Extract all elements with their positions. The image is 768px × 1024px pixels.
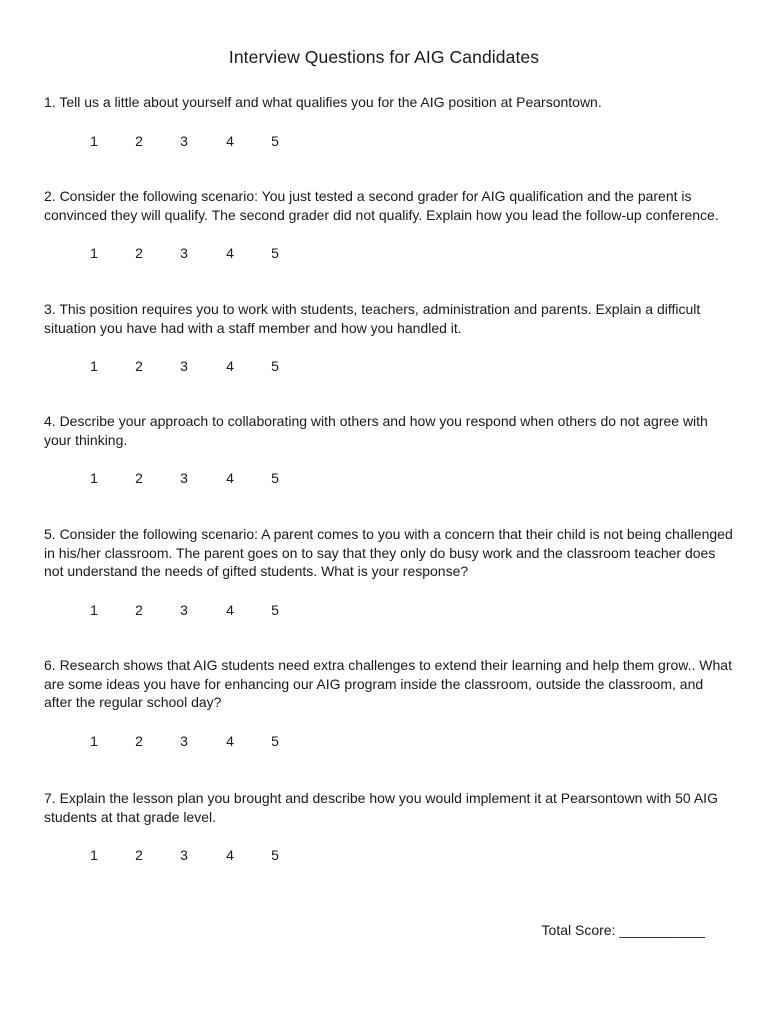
rating-scale [44, 131, 734, 151]
rating-option-2: 2 [135, 601, 143, 618]
rating-option-3: 3 [180, 847, 188, 864]
rating-option-4: 4 [226, 245, 234, 262]
rating-scale [44, 845, 734, 865]
question-6 [44, 656, 734, 751]
rating-option-2: 2 [135, 847, 143, 864]
rating-option-4: 4 [226, 358, 234, 375]
rating-option-5: 5 [271, 245, 279, 262]
rating-option-1: 1 [90, 847, 98, 864]
rating-scale [44, 243, 734, 263]
rating-scale [44, 600, 734, 620]
rating-scale [44, 468, 734, 488]
rating-option-1: 1 [90, 132, 98, 149]
question-3 [44, 300, 734, 376]
question-text: 4. Describe your approach to collaborating with others and how you respond when others do not agree with your thinking. [44, 413, 708, 448]
rating-option-4: 4 [226, 132, 234, 149]
rating-option-2: 2 [135, 470, 143, 487]
rating-option-1: 1 [90, 601, 98, 618]
question-text: 6. Research shows that AIG students need extra challenges to extend their learning and help them grow.. What are some ideas you have for enhancing our AIG program inside the classroom, outside the classroom, and after the regular school day? [44, 657, 732, 711]
rating-option-5: 5 [271, 601, 279, 618]
rating-option-4: 4 [226, 847, 234, 864]
rating-option-4: 4 [226, 601, 234, 618]
question-text: 5. Consider the following scenario: A parent comes to you with a concern that their child is not being challenged in his/her classroom. The parent goes on to say that they only do busy work and the classroom teacher does not understand the needs of gifted students. What is your response? [44, 526, 733, 580]
question-text: 3. This position requires you to work with students, teachers, administration and parents. Explain a difficult situation you have had with a staff member and how you handled it. [44, 301, 701, 336]
question-2 [44, 187, 734, 263]
rating-option-2: 2 [135, 358, 143, 375]
rating-option-5: 5 [271, 847, 279, 864]
rating-scale [44, 731, 734, 751]
rating-option-5: 5 [271, 132, 279, 149]
question-text: 1. Tell us a little about yourself and what qualifies you for the AIG position at Pearsontown. [44, 94, 602, 110]
rating-option-5: 5 [271, 732, 279, 749]
total-score-field: Total Score: ___________ [541, 922, 705, 938]
rating-option-1: 1 [90, 245, 98, 262]
rating-option-4: 4 [226, 732, 234, 749]
rating-option-3: 3 [180, 358, 188, 375]
document-title: Interview Questions for AIG Candidates [228, 47, 540, 67]
question-text: 7. Explain the lesson plan you brought and describe how you would implement it at Pearsontown with 50 AIG students at that grade level. [44, 790, 718, 825]
rating-option-3: 3 [180, 732, 188, 749]
rating-option-5: 5 [271, 358, 279, 375]
question-7 [44, 789, 734, 865]
question-1 [44, 93, 734, 151]
rating-option-3: 3 [180, 132, 188, 149]
rating-option-5: 5 [271, 470, 279, 487]
rating-option-2: 2 [135, 245, 143, 262]
question-5 [44, 525, 734, 620]
rating-option-1: 1 [90, 470, 98, 487]
question-4 [44, 412, 734, 488]
rating-option-3: 3 [180, 601, 188, 618]
question-text: 2. Consider the following scenario: You just tested a second grader for AIG qualification and the parent is convinced they will qualify. The second grader did not qualify. Explain how you lead the follow-up conference. [44, 188, 719, 223]
rating-option-1: 1 [90, 732, 98, 749]
rating-option-2: 2 [135, 132, 143, 149]
rating-option-3: 3 [180, 470, 188, 487]
rating-option-1: 1 [90, 358, 98, 375]
rating-option-4: 4 [226, 470, 234, 487]
rating-option-3: 3 [180, 245, 188, 262]
rating-option-2: 2 [135, 732, 143, 749]
rating-scale [44, 356, 734, 376]
